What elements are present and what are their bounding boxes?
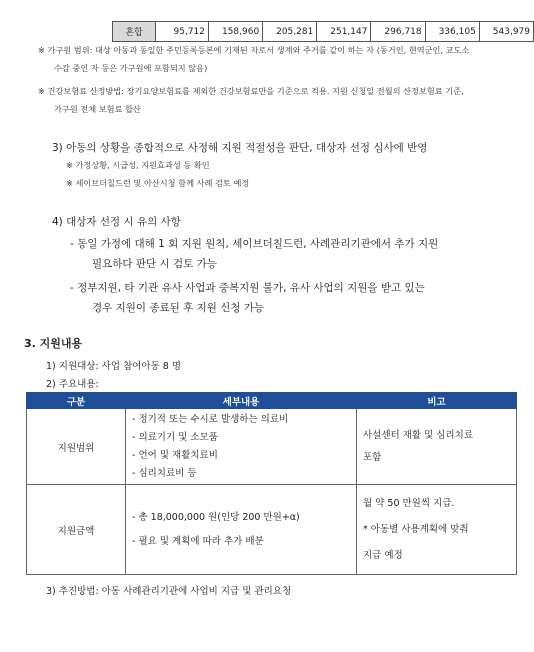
caution-bullet-2-l2: 경우 지원이 종료된 후 지원 신청 가능 bbox=[92, 302, 265, 314]
caution-bullet-1-l2: 필요하다 판단 시 검토 가능 bbox=[92, 258, 217, 270]
detail-item: - 심리치료비 등 bbox=[132, 467, 197, 479]
row-label: 혼합 bbox=[113, 22, 156, 42]
criteria-sub-1: ※ 가정상황, 시급성, 지원효과성 등 확인 bbox=[66, 160, 210, 170]
table-header-row bbox=[27, 393, 517, 409]
caution-heading: 4) 대상자 선정 시 유의 사항 bbox=[52, 216, 181, 228]
row-details bbox=[126, 485, 357, 575]
note-household-l1: ※ 가구원 범위: 대상 아동과 동일한 주민등록등본에 기재된 자로서 생계와 주거를 같이 하는 자 (동거인, 현역군인, 교도소 bbox=[38, 45, 470, 55]
remark-line: 지급 예정 bbox=[363, 549, 403, 561]
remark-line: 월 약 50 만원씩 지급. bbox=[363, 497, 455, 509]
table-cell: 336,105 bbox=[425, 22, 479, 42]
note-household-l2: 수감 중인 자 등은 가구원에 포함되지 않음) bbox=[54, 63, 208, 73]
table-cell: 95,712 bbox=[156, 22, 209, 42]
table-cell: 251,147 bbox=[317, 22, 371, 42]
detail-item: - 의료기기 및 소모품 bbox=[132, 431, 218, 443]
row-category: 지원범위 bbox=[27, 409, 126, 485]
header-category: 구분 bbox=[27, 393, 126, 409]
header-remarks: 비고 bbox=[357, 393, 517, 409]
caution-bullet-2-l1: - 정부지원, 타 기관 유사 사업과 중복지원 불가, 유사 사업의 지원을 받고 있는 bbox=[70, 282, 425, 294]
detail-item: - 언어 및 재활치료비 bbox=[132, 449, 218, 461]
income-table-row bbox=[112, 21, 534, 42]
table-cell: 158,960 bbox=[209, 22, 263, 42]
row-remarks bbox=[357, 485, 517, 575]
table-row bbox=[27, 485, 517, 575]
support-method: 3) 추진방법: 아동 사례관리기관에 사업비 지급 및 관리요청 bbox=[46, 586, 292, 597]
table-row bbox=[27, 409, 517, 485]
detail-item: - 정기적 또는 수시로 발생하는 의료비 bbox=[132, 413, 289, 425]
note-insurance-l2: 가구원 전체 보험료 합산 bbox=[54, 104, 141, 114]
table-cell: 543,979 bbox=[479, 22, 533, 42]
row-remarks bbox=[357, 409, 517, 485]
support-target: 1) 지원대상: 사업 참여아동 8 명 bbox=[46, 361, 182, 372]
criteria-sub-2: ※ 세이브더칠드런 및 아산시청 함께 사례 검토 예정 bbox=[66, 178, 250, 188]
remark-line: 포함 bbox=[363, 451, 382, 463]
table-cell: 296,718 bbox=[371, 22, 425, 42]
support-content-label: 2) 주요내용: bbox=[46, 379, 99, 390]
row-category: 지원금액 bbox=[27, 485, 126, 575]
detail-item: - 총 18,000,000 원(인당 200 만원+α) bbox=[132, 511, 300, 523]
support-table bbox=[26, 392, 517, 575]
row-details bbox=[126, 409, 357, 485]
detail-item: - 필요 및 계획에 따라 추가 배분 bbox=[132, 535, 264, 547]
criteria-heading: 3) 아동의 상황을 종합적으로 사정해 지원 적절성을 판단, 대상자 선정 심사에 반영 bbox=[52, 142, 428, 154]
table-cell: 205,281 bbox=[263, 22, 317, 42]
note-insurance-l1: ※ 건강보험료 산정방법: 장기요양보험료를 제외한 건강보험료만을 기준으로 적용. 지원 신청일 전월의 산정보험료 기준, bbox=[38, 86, 464, 96]
remark-line: 사설센터 재활 및 심리치료 bbox=[363, 429, 474, 441]
remark-line: * 아동별 사용계획에 맞춰 bbox=[363, 523, 469, 535]
header-details: 세부내용 bbox=[126, 393, 357, 409]
caution-bullet-1-l1: - 동일 가정에 대해 1 회 지원 원칙, 세이브더칠드런, 사례관리기관에서 추가 지원 bbox=[70, 238, 439, 250]
support-title: 3. 지원내용 bbox=[24, 337, 83, 350]
